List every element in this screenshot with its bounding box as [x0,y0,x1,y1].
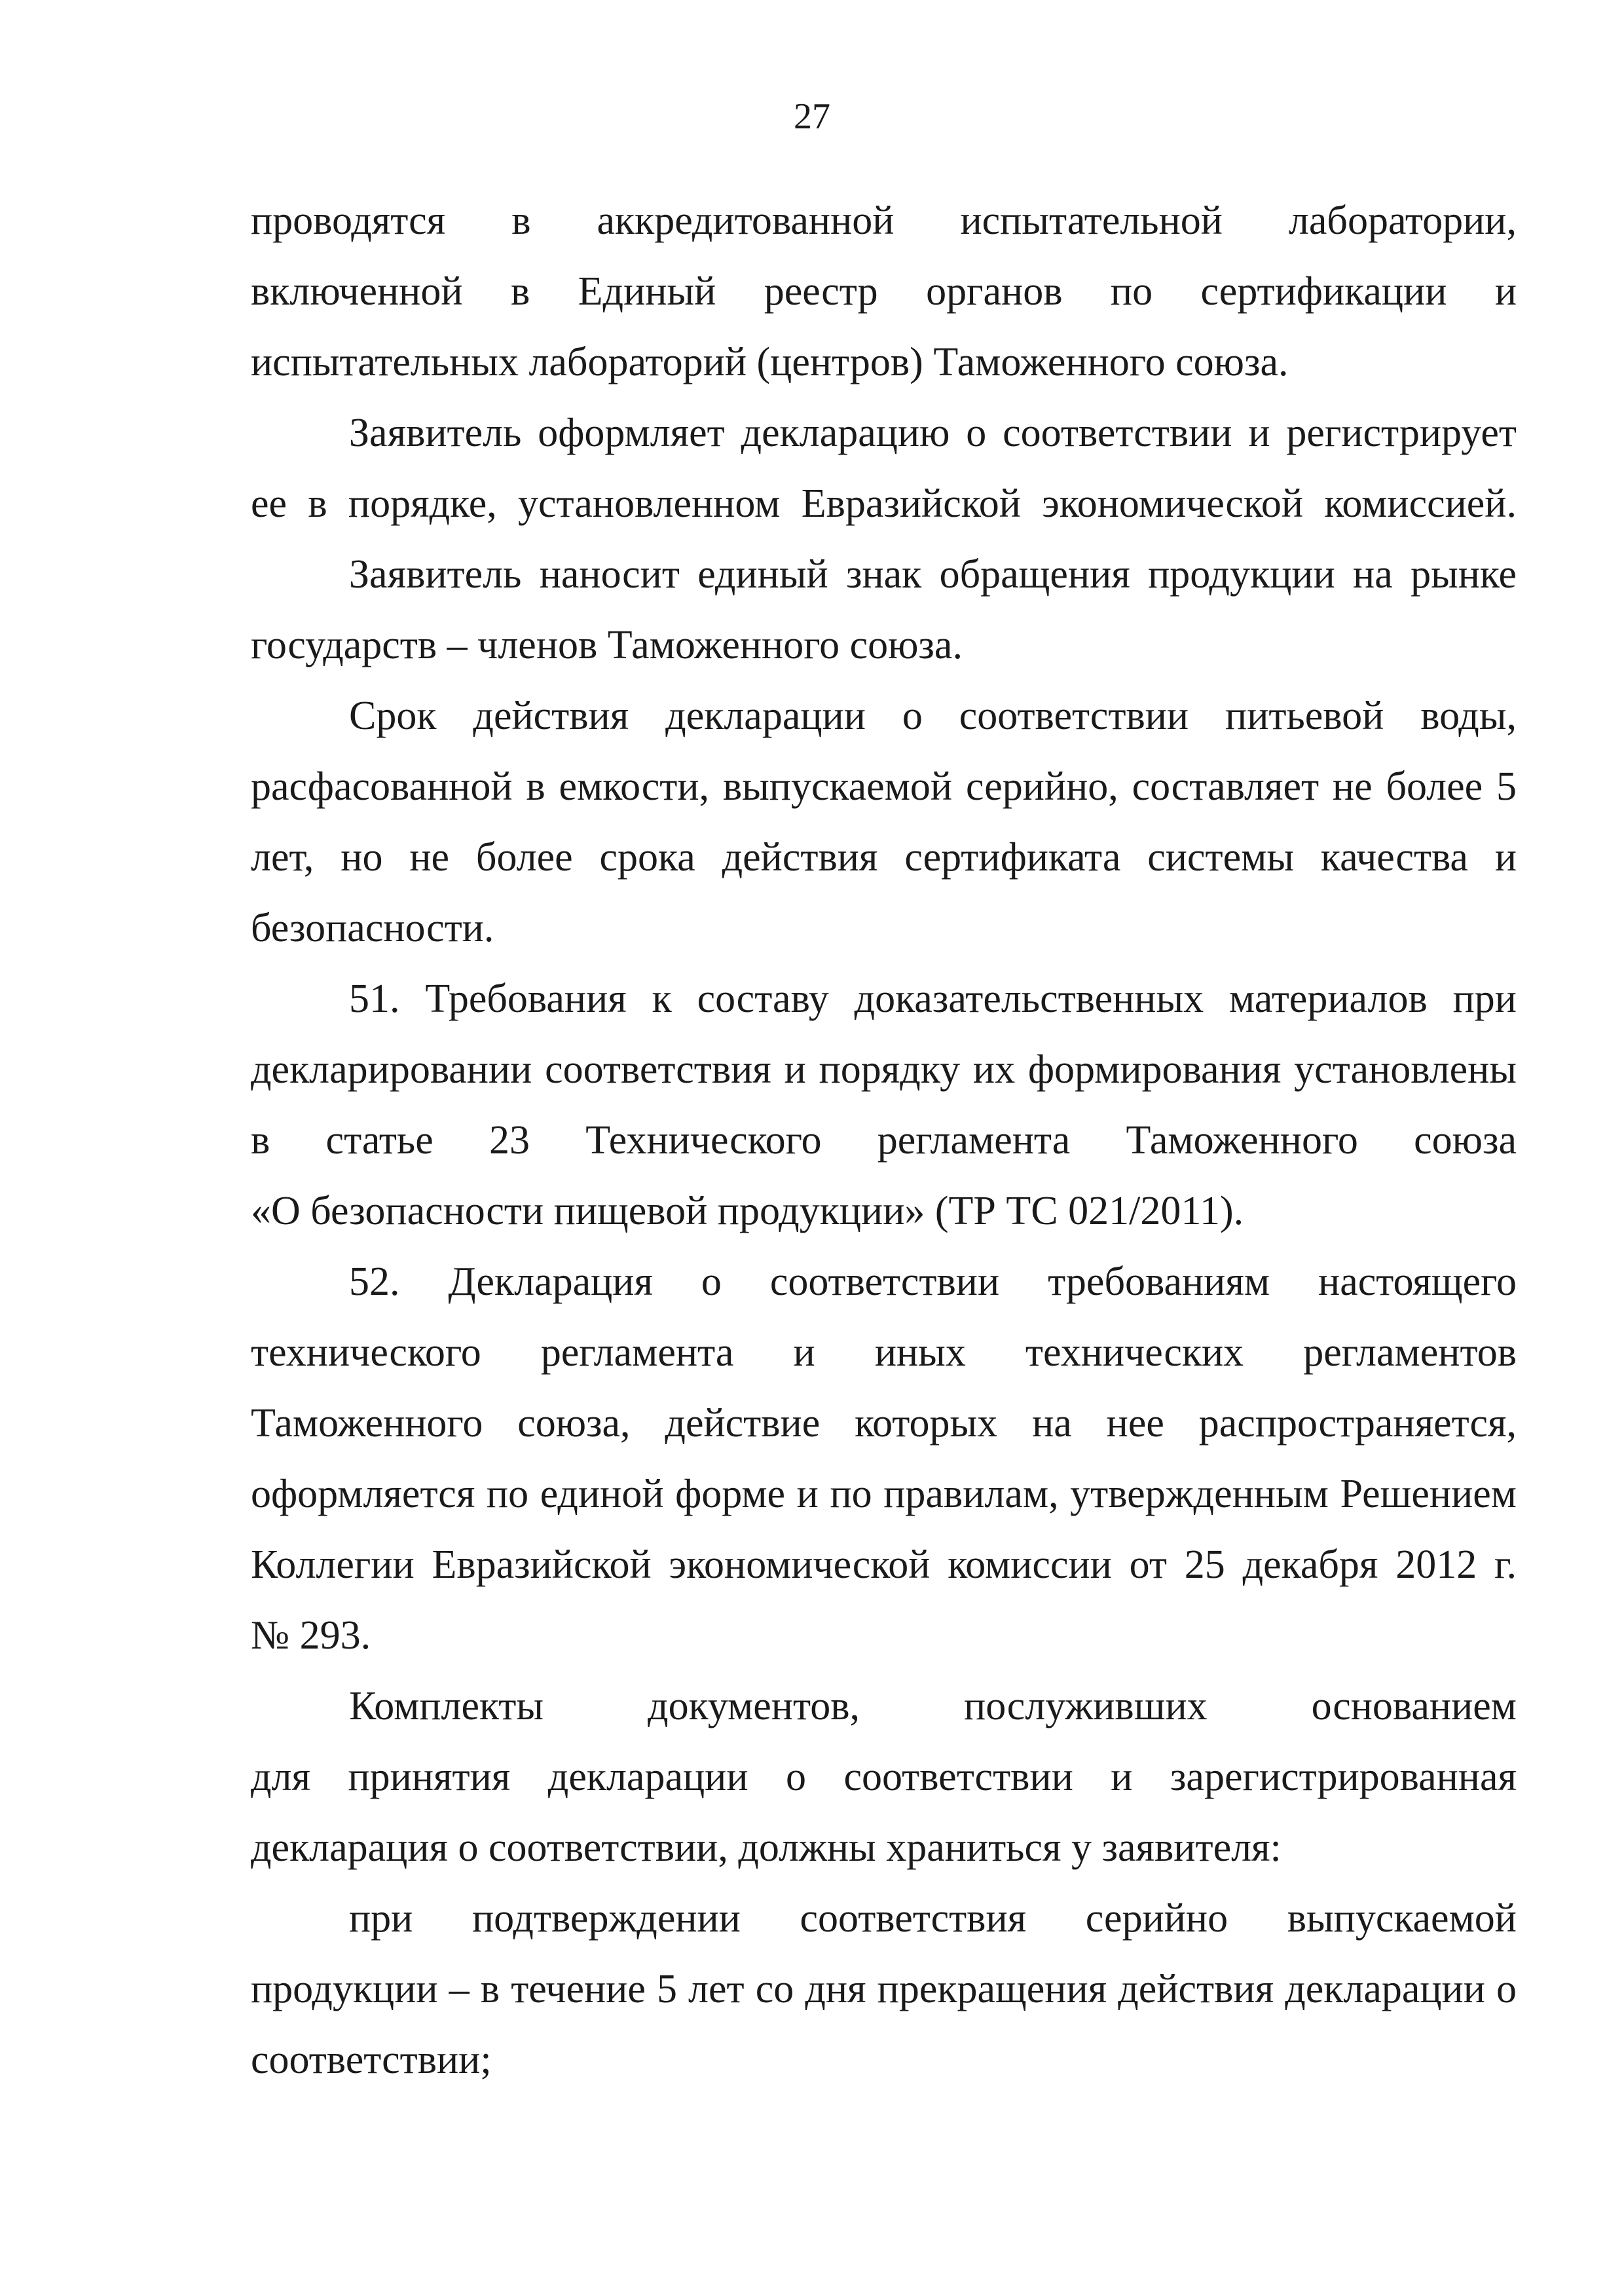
text-line: для принятия декларации о соответствии и зарегистрированная [251,1755,1517,1799]
text-line: продукции – в течение 5 лет со дня прекращения действия декларации о [251,1967,1517,2011]
paragraph-item-51 [251,963,1517,1246]
paragraph-continuation [251,185,1517,398]
page-number: 27 [794,96,830,137]
text-line: Коллегии Евразийской экономической комиссии от 25 декабря 2012 г. [251,1542,1517,1587]
paragraph-document-sets [251,1671,1517,1883]
text-line: оформляется по единой форме и по правилам, утвержденным Решением [251,1472,1517,1516]
text-line: Таможенного союза, действие которых на нее распространяется, [251,1401,1517,1446]
text-line: лет, но не более срока действия сертификата системы качества и [251,835,1517,880]
paragraph-marking [251,539,1517,681]
text-line: технического регламента и иных технических регламентов [251,1330,1517,1375]
text-line: расфасованной в емкости, выпускаемой серийно, составляет не более 5 [251,764,1517,809]
text-line: декларация о соответствии, должны храниться у заявителя: [251,1825,1282,1870]
text-line: государств – членов Таможенного союза. [251,623,963,667]
text-line: Заявитель наносит единый знак обращения продукции на рынке [349,552,1517,597]
text-line: при подтверждении соответствия серийно выпускаемой [349,1896,1517,1941]
paragraph-validity-period [251,681,1517,963]
text-line: Заявитель оформляет декларацию о соответствии и регистрирует [349,411,1517,455]
text-line: ее в порядке, установленном Евразийской экономической комиссией. [251,481,1517,526]
text-line: проводятся в аккредитованной испытательной лаборатории, [251,198,1517,243]
text-line: безопасности. [251,906,494,950]
text-line: 51. Требования к составу доказательственных материалов при [349,977,1517,1021]
text-line: включенной в Единый реестр органов по сертификации и [251,269,1517,314]
text-line: № 293. [251,1613,371,1658]
text-line: «О безопасности пищевой продукции» (ТР ТС 021/2011). [251,1189,1244,1233]
text-line: в статье 23 Технического регламента Таможенного союза [251,1118,1517,1163]
document-body [251,185,1517,2095]
paragraph-item-52 [251,1246,1517,1671]
text-line: Комплекты документов, послуживших основанием [349,1684,1517,1728]
text-line: испытательных лабораторий (центров) Таможенного союза. [251,340,1289,384]
text-line: декларировании соответствия и порядку их формирования установлены [251,1047,1517,1092]
text-line: Срок действия декларации о соответствии питьевой воды, [349,694,1517,738]
text-line: 52. Декларация о соответствии требованиям настоящего [349,1259,1517,1304]
paragraph-declaration-registration [251,398,1517,539]
text-line: соответствии; [251,2038,492,2082]
paragraph-storage-period [251,1883,1517,2095]
